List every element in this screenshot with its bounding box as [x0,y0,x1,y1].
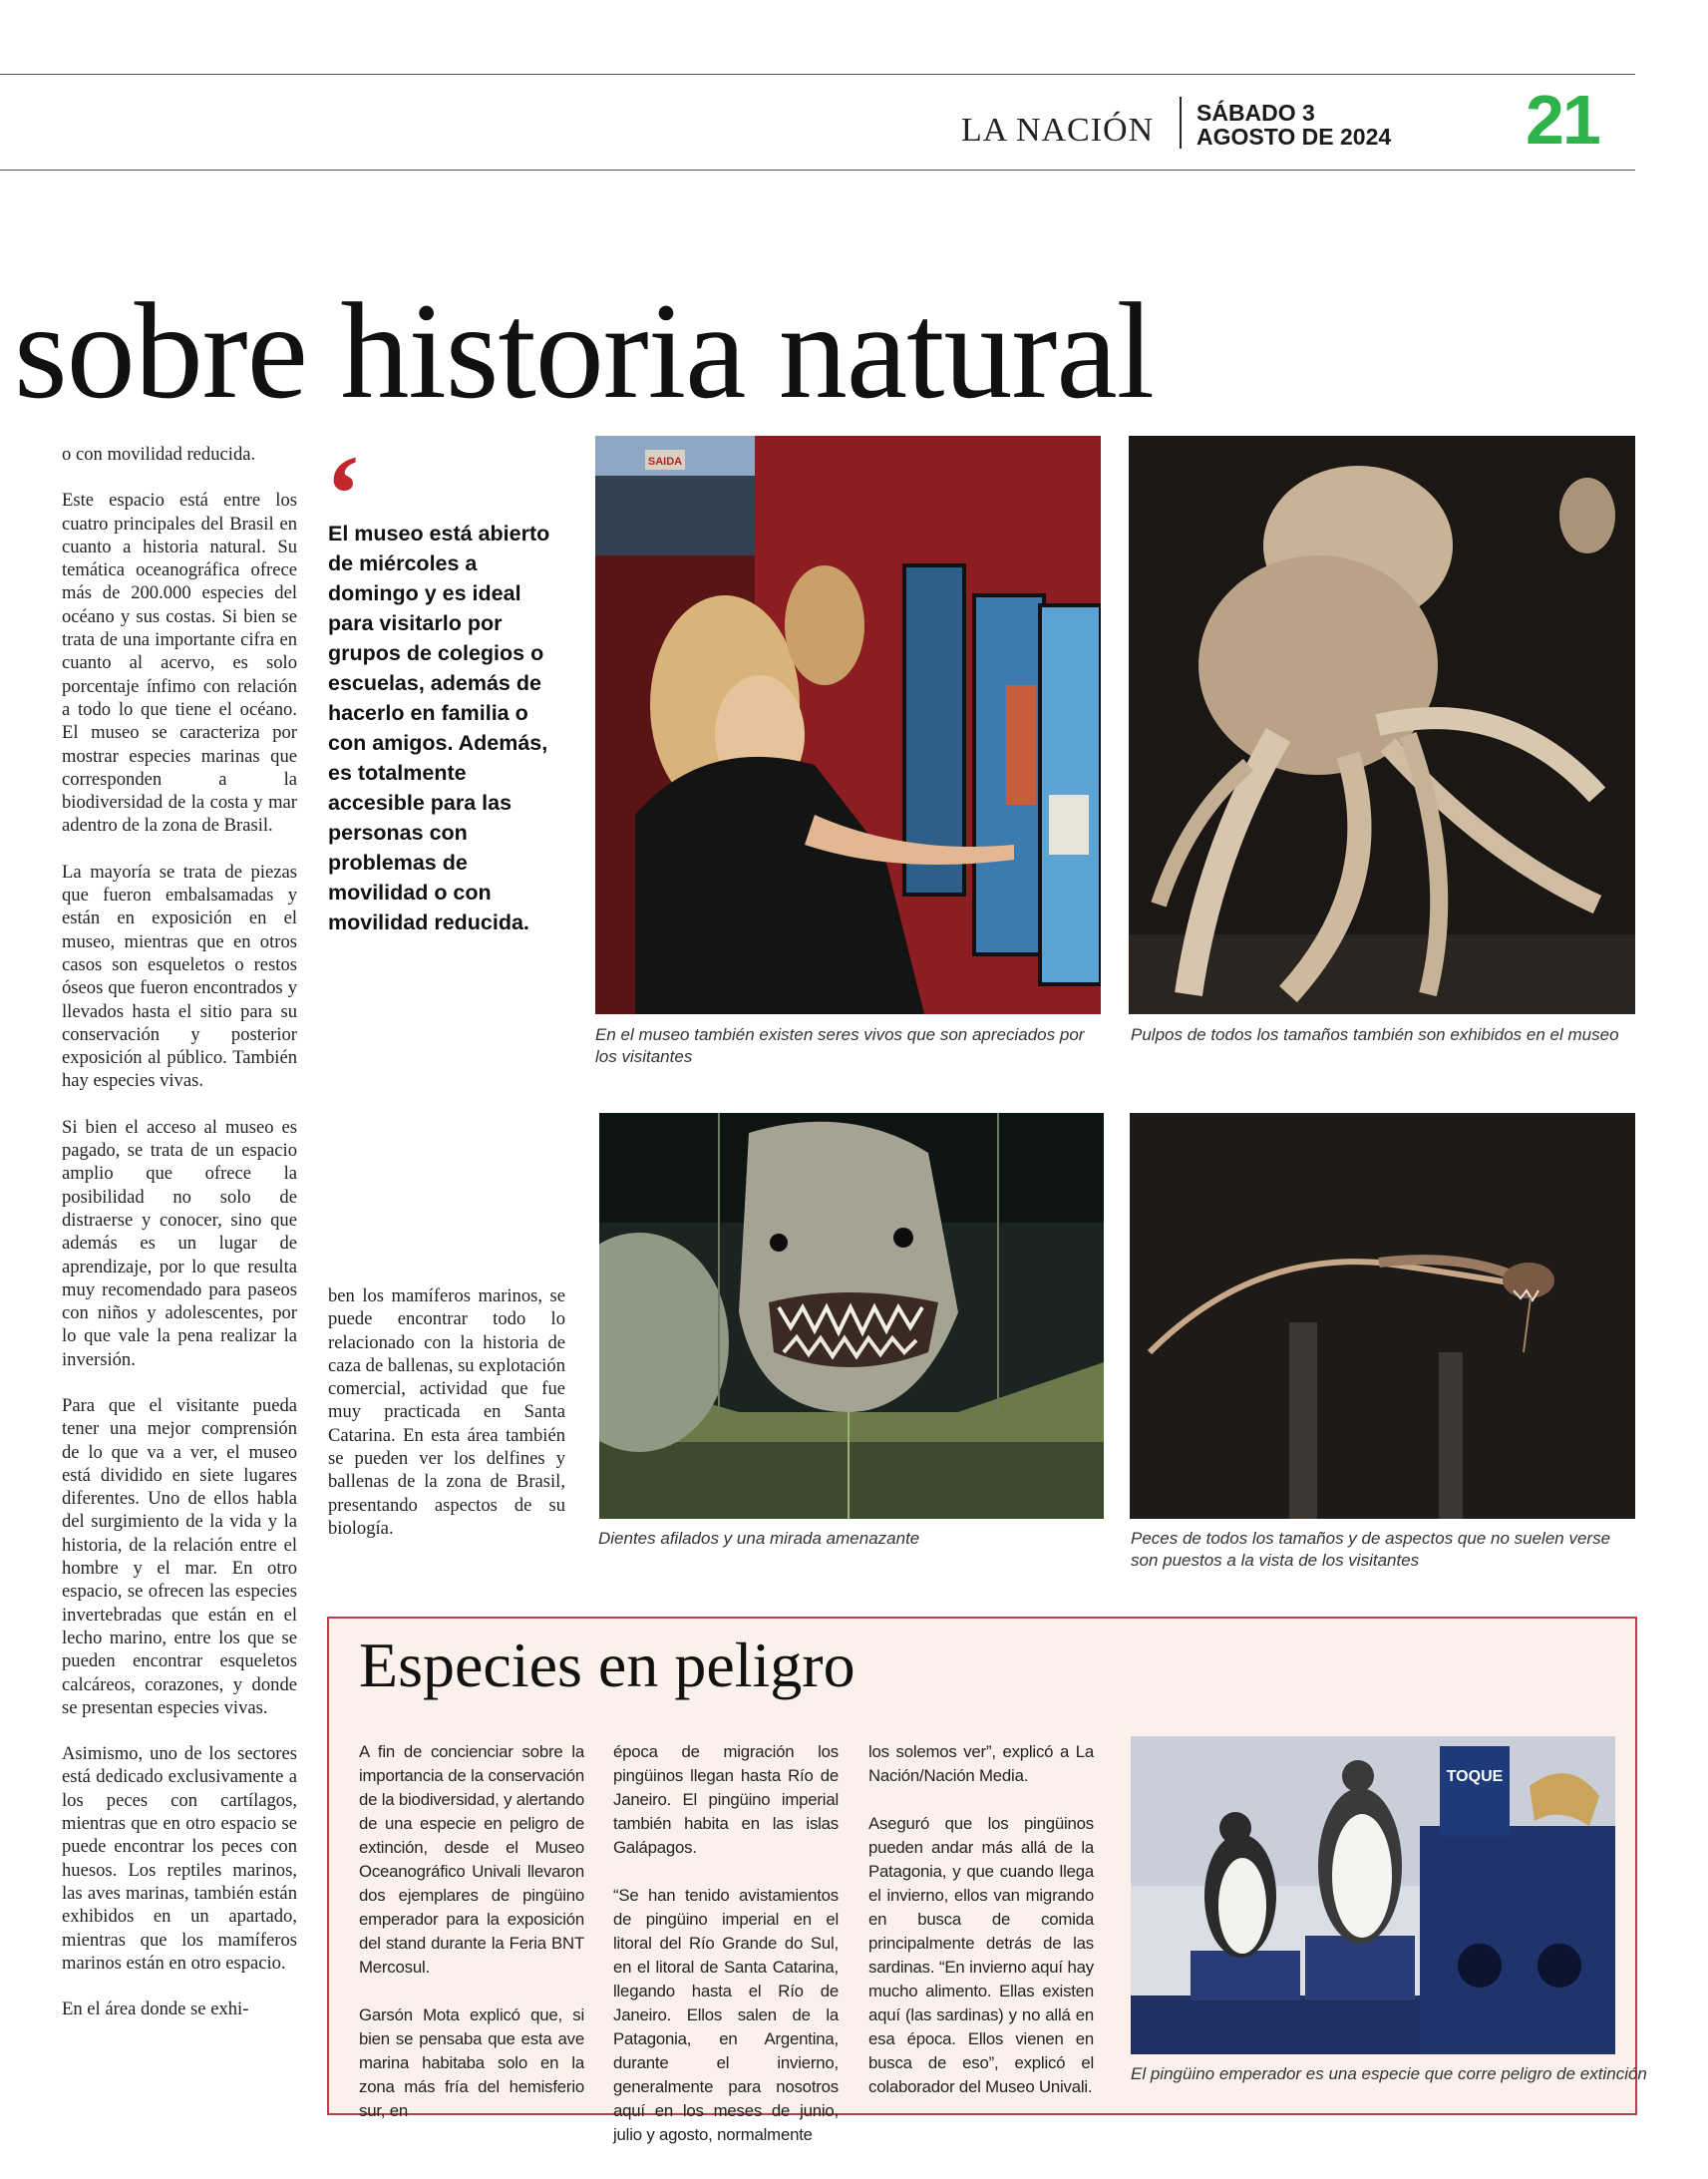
penguins-image [1131,1736,1615,2054]
header-bottom-rule [0,170,1635,171]
pull-quote: El museo está abierto de miércoles a domingo y es ideal para visitarlo por grupos de colegios o escuelas, además de hacerlo en familia o con amigos. Además, es totalmente accesible para las personas con problemas de movilidad o con movilidad reducida. [328,522,550,934]
photo-penguins [1131,1736,1615,2054]
photo-visitors [595,436,1101,1014]
octopus-image [1129,436,1635,1014]
article-paragraph: ben los mamíferos marinos, se puede encontrar todo lo relacionado con la historia de caza de ballenas, su explotación comercial, actividad que fue muy practicada en Santa Catarina. En esta área también se pueden ver los delfines y ballenas de la zona de Brasil, presentando aspectos de su biología. [328,1285,565,1539]
header-top-rule [0,74,1635,75]
sidebar-title: Especies en peligro [359,1630,855,1700]
article-paragraph: Si bien el acceso al museo es pagado, se trata de un espacio amplio que ofrece la posibilidad no solo de distraerse y conocer, sino que además es un lugar de aprendizaje, por lo que resulta muy recomendado para paseos con niños y adolescentes, por lo que vale la pena realizar la inversión. [62,1116,297,1370]
caption-deep-sea-fish: Peces de todos los tamaños y de aspectos que no suelen verse son puestos a la vista de los visitantes [1131,1529,1611,1570]
issue-date-month: AGOSTO DE 2024 [1196,124,1392,150]
masthead: LA NACIÓN [961,112,1155,149]
caption-shark: Dientes afilados y una mirada amenazante [598,1529,920,1548]
headline: sobre historia natural [14,274,1154,427]
deep-sea-fish-image [1130,1113,1635,1519]
article-column-2 [328,1284,565,1563]
article-paragraph: Para que el visitante pueda tener una mejor comprensión de lo que va a ver, el museo está dividido en siete lugares diferentes. Uno de ellos habla del surgimiento de la vida y la historia, de la relación entre el hombre y el mar. En otro espacio, se ofrecen las especies invertebradas que están en el lecho marino, entre los que se pueden encontrar esqueletos calcáreos, corazones, y donde se presentan especies vivas. [62,1394,297,1718]
page-number: 21 [1526,81,1599,159]
photo-deep-sea-fish [1130,1113,1635,1519]
issue-date [1196,101,1391,149]
quote-mark-icon: ‘ [325,433,362,554]
sidebar-paragraph: época de migración los pingüinos llegan hasta Río de Janeiro. El pingüino imperial también habita en las islas Galápagos. [613,1742,839,1857]
sidebar-column-3 [868,1740,1094,2123]
sidebar-paragraph: Aseguró que los pingüinos pueden andar más allá de la Patagonia, y que cuando llega el invierno, ellos van migrando en busca de comida principalmente detrás de las sardinas. “En invierno aquí hay mucho alimento. Ellas existen aquí (las sardinas) y no allá en esa época. Ellos vienen en busca de eso”, explicó el colaborador del Museo Univali. [868,1814,1094,2096]
exit-sign-text: SAIDA [647,456,683,468]
article-column-1 [62,443,297,2043]
sidebar-paragraph: Garsón Mota explicó que, si bien se pensaba que esta ave marina habitaba solo en la zona más fría del hemisferio sur, en [359,2005,584,2120]
sidebar-paragraph: los solemos ver”, explicó a La Nación/Nación Media. [868,1742,1094,1785]
sidebar-paragraph: A fin de concienciar sobre la importancia de la conservación de la biodiversidad, y alertando de una especie en peligro de extinción, desde el Museo Oceanográfico Univali llevaron dos ejemplares de pingüino emperador para la exposición del stand durante la Feria BNT Mercosul. [359,1742,584,1977]
sidebar-column-1 [359,1740,584,2147]
sidebar-box [327,1617,1647,2144]
issue-date-day: SÁBADO 3 [1196,100,1315,126]
header-divider [1180,97,1182,149]
caption-octopus: Pulpos de todos los tamaños también son exhibidos en el museo [1131,1025,1619,1044]
caption-penguins: El pingüino emperador es una especie que corre peligro de extinción [1131,2064,1647,2083]
sidebar-column-2 [613,1740,839,2171]
article-paragraph: En el área donde se exhi- [62,1998,249,2020]
visitors-image [595,436,1101,1014]
article-paragraph: Este espacio está entre los cuatro principales del Brasil en cuanto a historia natural. Su temática oceanográfica ofrece más de 200.000 especies del océano y sus costas. Si bien se trata de una importante cifra en cuanto al acervo, es solo porcentaje ínfimo con relación a todo lo que tiene el océano. El museo se caracteriza por mostrar especies marinas que corresponden a la biodiversidad de la costa y mar adentro de la zona de Brasil. [62,490,297,837]
photo-octopus [1129,436,1635,1014]
shark-image [599,1113,1104,1519]
article-paragraph: o con movilidad reducida. [62,444,256,465]
article-paragraph: Asimismo, uno de los sectores está dedicado exclusivamente a los peces con cartílagos, mientras que en otro espacio se puede encontrar los peces con huesos. Los reptiles marinos, las aves marinas, también están exhibidos en un apartado, mientras que los mamíferos marinos están en otro espacio. [62,1743,297,1974]
caption-visitors: En el museo también existen seres vivos que son apreciados por los visitantes [595,1025,1085,1066]
article-paragraph: La mayoría se trata de piezas que fueron embalsamadas y están en exposición en el museo, mientras que en otros casos son esqueletos o restos óseos que fueron encontrados y llevados hasta el sitio para su conservación y posterior exposición al público. También hay especies vivas. [62,861,297,1092]
poster-text: TOQUE [1446,1768,1504,1785]
photo-shark [599,1113,1104,1519]
sidebar-paragraph: “Se han tenido avistamientos de pingüino imperial en el litoral del Río Grande do Sul, en el litoral de Santa Catarina, llegando hasta el Río de Janeiro. Ellos salen de la Patagonia, en Argentina, durante el invierno, generalmente para nosotros aquí en los meses de junio, julio y agosto, normalmente [613,1886,839,2144]
